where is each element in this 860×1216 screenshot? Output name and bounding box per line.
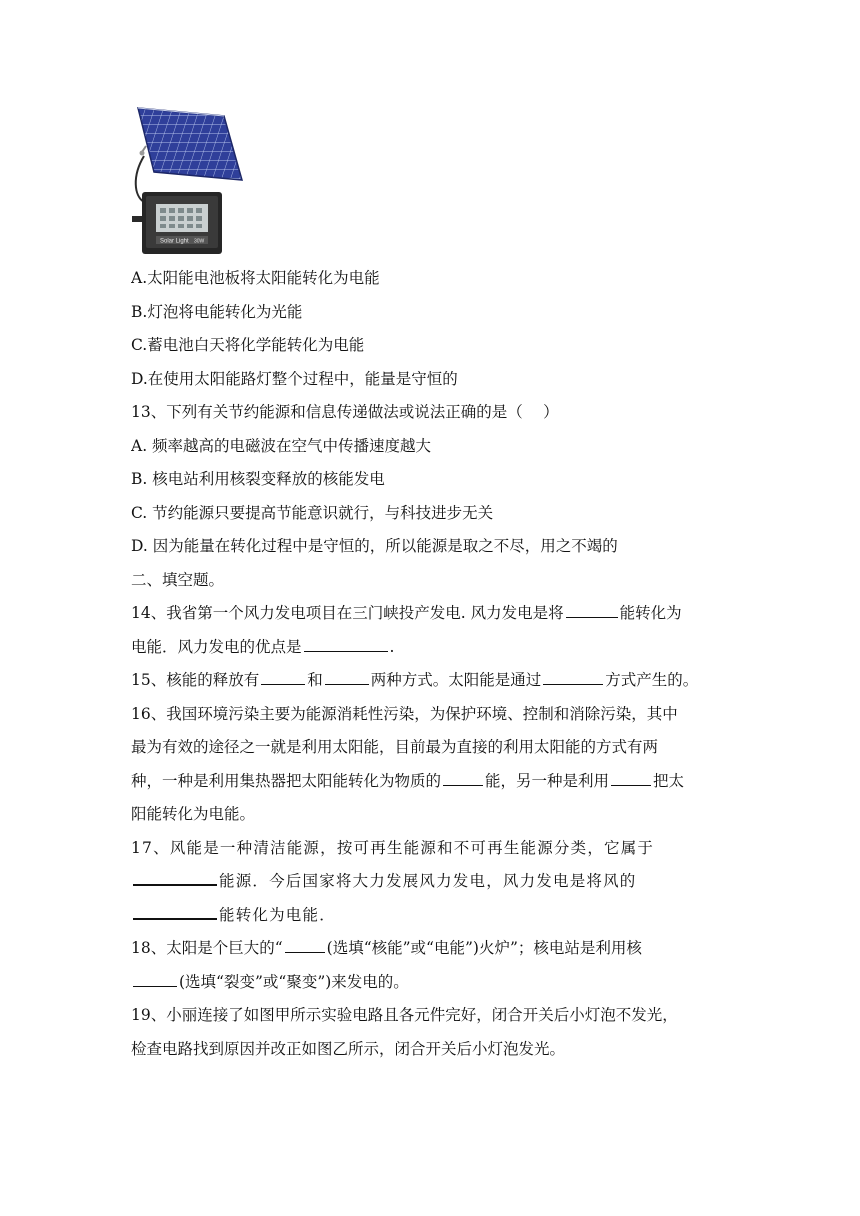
q19-line-2: 检查电路找到原因并改正如图乙所示，闭合开关后小灯泡发光。 (131, 1039, 566, 1058)
q16-line-1: 16、我国环境污染主要为能源消耗性污染，为保护环境、控制和消除污染，其中 (131, 704, 678, 723)
q16-blank-2 (611, 767, 651, 786)
q12-option-a: A.太阳能电池板将太阳能转化为电能 (131, 269, 380, 287)
q17-line-1: 17、风能是一种清洁能源，按可再生能源和不可再生能源分类，它属于 (131, 838, 655, 857)
q17-blank-2 (133, 900, 217, 920)
q14-text-a: 14、我省第一个风力发电项目在三门峡投产发电. 风力发电是将 (131, 604, 564, 622)
q17-line-3 (131, 899, 735, 933)
q15-blank-3 (543, 666, 603, 685)
q13-option-d: D. 因为能量在转化过程中是守恒的，所以能源是取之不尽，用之不竭的 (131, 537, 618, 555)
q16-line-3 (131, 765, 735, 799)
q16-line-4: 阳能转化为电能。 (131, 805, 256, 823)
q14-line-2 (131, 631, 735, 665)
q15-text-c: 两种方式。太阳能是通过 (370, 671, 542, 689)
q18-text-b: (选填“核能”或“电能”)火炉”；核电站是利用核 (326, 939, 642, 957)
q14-text-c: 电能．风力发电的优点是 (131, 637, 302, 656)
q18-text-c: (选填“裂变”或“聚变”)来发电的。 (179, 972, 409, 991)
q18-line-1 (131, 932, 735, 966)
bracket-icon (140, 146, 147, 156)
q19-line-1: 19、小丽连接了如图甲所示实验电路且各元件完好，闭合开关后小灯泡不发光， (131, 1006, 678, 1024)
q13-option-b: B. 核电站利用核裂变释放的核能发电 (131, 470, 385, 488)
q16-text-b: 能，另一种是利用 (485, 771, 610, 790)
panel-sublabel: 30W (194, 238, 205, 245)
q15-blank-2 (325, 666, 369, 685)
q16-line-2: 最为有效的途径之一就是利用太阳能，目前最为直接的利用太阳能的方式有两 (131, 738, 659, 756)
q18-blank-2 (133, 968, 177, 987)
q17-blank-1 (133, 866, 217, 886)
section-heading: 二、填空题。 (131, 570, 225, 589)
q15-text-b: 和 (307, 671, 323, 689)
q17-text-b: 能源．今后国家将大力发展风力发电，风力发电是将风的 (219, 872, 637, 890)
q18-blank-1 (285, 934, 325, 953)
q14-text-d: . (389, 637, 395, 656)
q16-text-a: 种，一种是利用集热器把太阳能转化为物质的 (131, 771, 442, 790)
q14-blank-1 (566, 599, 618, 618)
q14-text-b: 能转化为 (619, 604, 682, 622)
question-text (131, 262, 735, 1066)
q17-text-c: 能转化为电能． (219, 905, 336, 924)
q18-text-a: 18、太阳是个巨大的“ (131, 939, 283, 957)
solar-panel-icon (138, 108, 242, 180)
q15-blank-1 (261, 666, 305, 685)
q14-blank-2 (304, 633, 388, 652)
solar-light-figure (128, 106, 246, 258)
q18-line-2 (131, 966, 735, 1000)
q15-line (131, 664, 735, 698)
q15-text-d: 方式产生的。 (605, 671, 699, 689)
q16-text-c: 把太 (653, 771, 685, 790)
floodlight-icon (132, 192, 222, 254)
panel-label: Solar Light (160, 238, 189, 245)
q12-option-d: D.在使用太阳能路灯整个过程中，能量是守恒的 (131, 369, 458, 388)
q13-option-c: C. 节约能源只要提高节能意识就行，与科技进步无关 (131, 503, 494, 522)
q17-line-2 (131, 865, 735, 899)
q13-stem: 13、下列有关节约能源和信息传递做法或说法正确的是（ ） (131, 403, 559, 421)
q14-line-1 (131, 597, 735, 631)
q12-option-c: C.蓄电池白天将化学能转化为电能 (131, 336, 365, 354)
q16-blank-1 (443, 767, 483, 786)
q13-option-a: A. 频率越高的电磁波在空气中传播速度越大 (131, 436, 432, 455)
q15-text-a: 15、核能的释放有 (131, 671, 260, 689)
q12-option-b: B.灯泡将电能转化为光能 (131, 302, 303, 321)
